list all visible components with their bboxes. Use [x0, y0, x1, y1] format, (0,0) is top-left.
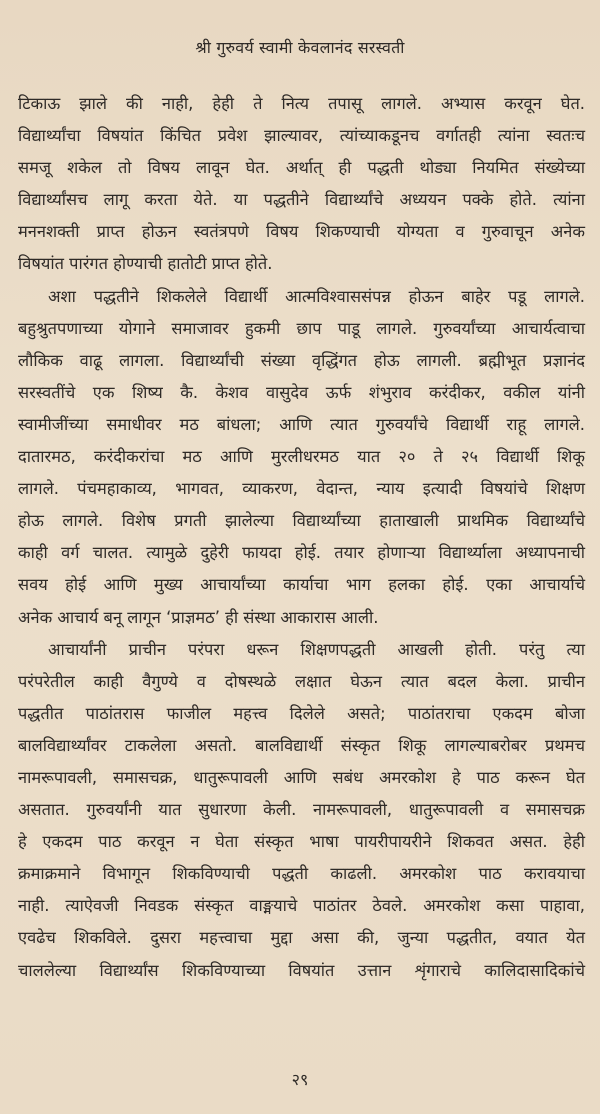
text-line: बालविद्यार्थ्यांवर टाकलेला असतो. बालविद्यार्थी संस्कृत शिकू लागल्याबरोबर प्रथमच: [18, 735, 585, 755]
text-line: नामरूपावली, समासचक्र, धातुरूपावली आणि सबंध अमरकोश हे पाठ करून घेत: [18, 767, 585, 787]
text-line: मननशक्ती प्राप्त होऊन स्वतंत्रपणे विषय शिकण्याची योग्यता व गुरुवाचून अनेक: [18, 222, 585, 242]
page-number: २९: [291, 1070, 309, 1089]
text-line: दातारमठ, करंदीकरांचा मठ आणि मुरलीधरमठ यात २० ते २५ विद्यार्थी शिकू: [18, 447, 585, 467]
paragraph-2: [18, 281, 585, 634]
text-line: टिकाऊ झाले की नाही, हेही ते नित्य तपासू लागले. अभ्यास करवून घेत.: [18, 94, 585, 113]
text-line: सरस्वतींचे एक शिष्य कै. केशव वासुदेव ऊर्फ शंभुराव करंदीकर, वकील यांनी: [18, 382, 585, 402]
text-line: हे एकदम पाठ करवून न घेता संस्कृत भाषा पायरीपायरीने शिकवत असत. हेही: [18, 832, 585, 852]
text-line: असतात. गुरुवर्यांनी यात सुधारणा केली. नामरूपावली, धातुरूपावली व समासचक्र: [18, 800, 585, 820]
text-line: लागले. पंचमहाकाव्य, भागवत, व्याकरण, वेदान्त, न्याय इत्यादी विषयांचे शिक्षण: [18, 479, 585, 499]
text-line: विद्यार्थ्यांसच लागू करता येते. या पद्धतीने विद्यार्थ्यांचे अध्ययन पक्के होते. त्यांना: [18, 190, 585, 210]
text-line: क्रमाक्रमाने विभागून शिकविण्याची पद्धती काढली. अमरकोश पाठ करावयाचा: [18, 864, 585, 884]
text-line: काही वर्ग चालत. त्यामुळे दुहेरी फायदा होई. तयार होणाऱ्या विद्यार्थ्याला अध्यापनाची: [18, 543, 585, 563]
text-line: विद्यार्थ्यांचा विषयांत किंचित प्रवेश झाल्यावर, त्यांच्याकडूनच वर्गातही त्यांना स्वतःच: [18, 126, 585, 146]
text-line: स्वामीजींच्या समाधीवर मठ बांधला; आणि त्यात गुरुवर्यांचे विद्यार्थी राहू लागले.: [18, 414, 585, 434]
text-line: विषयांत पारंगत होण्याची हातोटी प्राप्त होते.: [18, 254, 273, 274]
text-line: पद्धतीत पाठांतरास फाजील महत्त्व दिलेले असते; पाठांतराचा एकदम बोजा: [18, 703, 585, 723]
text-line: चाललेल्या विद्यार्थ्यांस शिकविण्याच्या विषयांत उत्तान शृंगाराचे कालिदासादिकांचे: [18, 960, 585, 980]
running-header: श्री गुरुवर्य स्वामी केवलानंद सरस्वती: [195, 38, 405, 57]
text-line: आचार्यांनी प्राचीन परंपरा धरून शिक्षणपद्धती आखली होती. परंतु त्या: [48, 639, 585, 659]
text-line: अशा पद्धतीने शिकलेले विद्यार्थी आत्मविश्वाससंपन्न होऊन बाहेर पडू लागले.: [48, 286, 585, 306]
text-line: अनेक आचार्य बनू लागून ‘प्राज्ञमठ’ ही संस्था आकारास आली.: [18, 607, 379, 627]
text-line: परंपरेतील काही वैगुण्ये व दोषस्थळे लक्षात घेऊन त्यात बदल केला. प्राचीन: [18, 671, 585, 691]
text-line: लौकिक वाढू लागला. विद्यार्थ्यांची संख्या वृद्धिंगत होऊ लागली. ब्रह्मीभूत प्रज्ञानंद: [18, 350, 585, 370]
text-line: बहुश्रुतपणाच्या योगाने समाजावर हुकमी छाप पाडू लागले. गुरुवर्यांच्या आचार्यत्वाचा: [18, 318, 585, 338]
paragraph-3: [18, 634, 585, 987]
paragraph-1: [18, 88, 585, 281]
text-line: सवय होई आणि मुख्य आचार्यांच्या कार्याचा भाग हलका होई. एका आचार्याचे: [18, 575, 585, 595]
text-line: नाही. त्याऐवजी निवडक संस्कृत वाङ्मयाचे पाठांतर ठेवले. अमरकोश कसा पाहावा,: [18, 896, 585, 916]
text-line: होऊ लागले. विशेष प्रगती झालेल्या विद्यार्थ्यांच्या हाताखाली प्राथमिक विद्यार्थ्यांचे: [18, 511, 585, 531]
text-line: एवढेच शिकविले. दुसरा महत्त्वाचा मुद्दा असा की, जुन्या पद्धतीत, वयात येत: [18, 928, 585, 948]
text-line: समजू शकेल तो विषय लावून घेत. अर्थात् ही पद्धती थोड्या नियमित संख्येच्या: [18, 158, 585, 178]
body-text: [18, 88, 585, 987]
